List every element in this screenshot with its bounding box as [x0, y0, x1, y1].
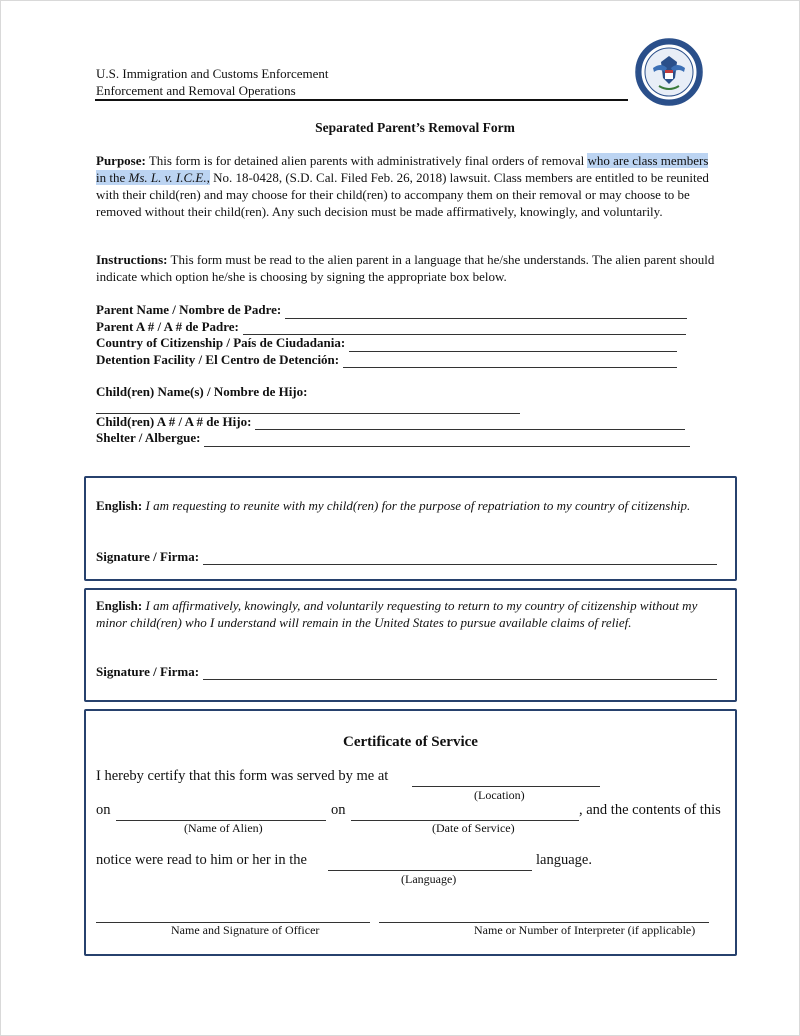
certify-text: I hereby certify that this form was served by me at [96, 768, 389, 784]
children-names-field[interactable] [96, 401, 520, 414]
shelter-label: Shelter / Albergue: [96, 430, 201, 445]
purpose-highlight-text: who are class members in the [96, 153, 709, 185]
child-anumber-row [96, 414, 716, 431]
agency-division: Enforcement and Removal Operations [96, 83, 296, 98]
language-word: language. [536, 852, 592, 868]
detention-field[interactable] [343, 356, 677, 368]
dhs-seal-icon [635, 38, 703, 106]
instructions-label: Instructions: [96, 252, 168, 267]
shelter-row [96, 430, 716, 447]
officer-caption: Name and Signature of Officer [171, 923, 320, 937]
location-field[interactable] [412, 785, 600, 787]
depart-statement [96, 597, 724, 631]
agency-header [96, 65, 329, 99]
depart-without-child-box [84, 588, 737, 702]
on-text-1: on [96, 802, 111, 818]
instructions-paragraph [96, 251, 720, 285]
contents-text: , and the contents of this [579, 802, 721, 818]
language-field[interactable] [328, 869, 532, 871]
child-anumber-field[interactable] [255, 418, 685, 430]
citizenship-field[interactable] [349, 340, 677, 352]
header-rule [95, 99, 628, 101]
detention-row [96, 352, 716, 369]
on-text-2: on [331, 802, 346, 818]
depart-signature-label: Signature / Firma: [96, 664, 200, 679]
depart-signature-field[interactable] [203, 668, 717, 680]
instructions-text: This form must be read to the alien parent in a language that he/she understands. The alien parent should indicate which option he/she is choosing by signing the appropriate box below. [96, 252, 715, 284]
reunite-statement [96, 497, 724, 514]
purpose-paragraph [96, 152, 720, 220]
child-anumber-label: Child(ren) A # / A # de Hijo: [96, 413, 252, 429]
spacer [96, 368, 716, 384]
certificate-of-service-box [84, 709, 737, 956]
reunite-signature-field[interactable] [203, 553, 717, 565]
language-caption: (Language) [401, 872, 457, 886]
parent-child-fields [96, 302, 716, 447]
reunite-english-label: English: [96, 498, 143, 513]
depart-english-label: English: [96, 598, 143, 613]
purpose-text-start: This form is for detained alien parents with administratively final orders of removal [145, 153, 588, 168]
depart-signature-row [96, 664, 717, 680]
parent-anumber-label: Parent A # / A # de Padre: [96, 318, 239, 334]
certificate-title: Certificate of Service [343, 734, 478, 750]
parent-anumber-field[interactable] [243, 323, 686, 335]
form-title: Separated Parent’s Removal Form [315, 120, 515, 135]
language-sentence: notice were read to him or her in the [96, 852, 307, 868]
children-names-row [96, 384, 716, 401]
alien-name-caption: (Name of Alien) [184, 821, 263, 835]
depart-text: I am affirmatively, knowingly, and voluntarily requesting to return to my country of citizenship without my minor child(ren) who I understand will remain in the United States to pursue available claims of relief. [96, 598, 698, 630]
parent-name-field[interactable] [285, 307, 687, 319]
case-name: Ms. L. v. I.C.E. [128, 170, 207, 185]
purpose-label: Purpose: [96, 153, 146, 168]
reunite-signature-row [96, 549, 717, 565]
location-caption: (Location) [474, 788, 525, 802]
parent-name-row [96, 302, 716, 319]
purpose-highlight-comma: , [206, 170, 210, 185]
shelter-field[interactable] [204, 435, 690, 447]
citizenship-row [96, 335, 716, 352]
service-date-caption: (Date of Service) [432, 821, 515, 835]
interpreter-caption: Name or Number of Interpreter (if applicable) [474, 923, 696, 937]
purpose-text-end: No. 18-0428, (S.D. Cal. Filed Feb. 26, 2018) lawsuit. Class members are entitled to be reunited with their child(ren) and may choose for their child(ren) to accompany them on their removal or may choose to be removed without their child(ren). Any such decision must be made affirmatively, knowingly, and voluntarily. [96, 170, 709, 219]
reunite-option-box [84, 476, 737, 581]
detention-label: Detention Facility / El Centro de Detención: [96, 351, 340, 367]
parent-name-label: Parent Name / Nombre de Padre: [96, 302, 282, 317]
reunite-text: I am requesting to reunite with my child(ren) for the purpose of repatriation to my country of citizenship. [142, 498, 691, 513]
parent-anumber-row [96, 319, 716, 336]
reunite-signature-label: Signature / Firma: [96, 549, 200, 564]
agency-name: U.S. Immigration and Customs Enforcement [96, 66, 329, 81]
citizenship-label: Country of Citizenship / País de Ciudadania: [96, 335, 346, 350]
children-names-label: Child(ren) Name(s) / Nombre de Hijo: [96, 384, 308, 399]
